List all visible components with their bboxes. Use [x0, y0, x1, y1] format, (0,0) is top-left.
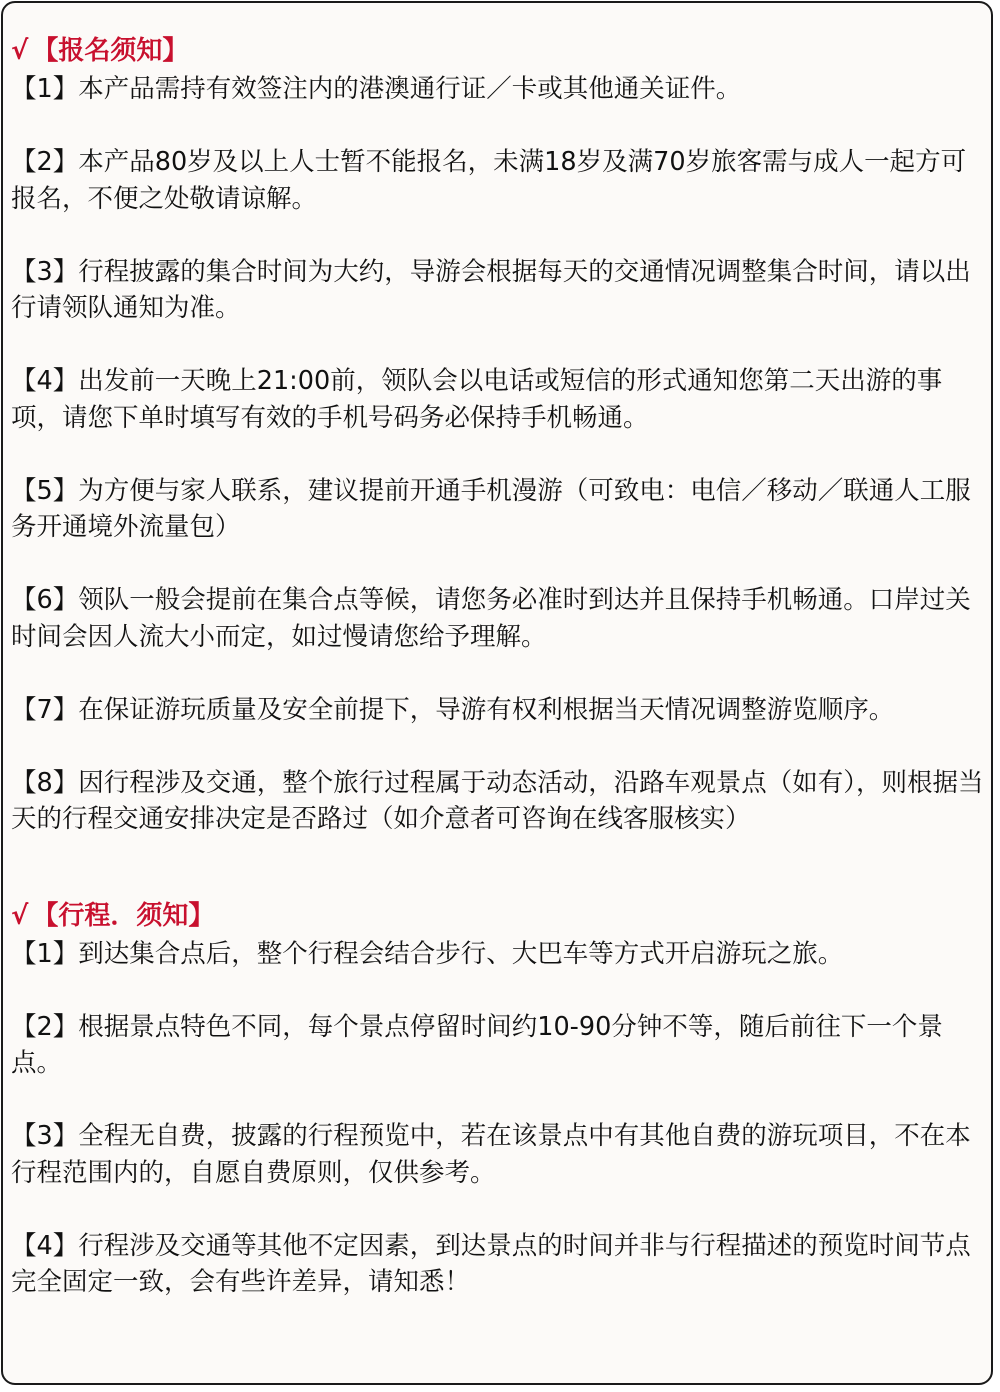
- section-title-text: 【行程．须知】: [32, 900, 215, 931]
- list-item: 【4】行程涉及交通等其他不定因素，到达景点的时间并非与行程描述的预览时间节点完全固定一致，会有些许差异，请知悉！: [11, 1230, 971, 1297]
- list-item: 【6】领队一般会提前在集合点等候，请您务必准时到达并且保持手机畅通。口岸过关时间会因人流大小而定，如过慢请您给予理解。: [11, 585, 971, 652]
- list-item: 【4】出发前一天晚上21:00前，领队会以电话或短信的形式通知您第二天出游的事项，请您下单时填写有效的手机号码务必保持手机畅通。: [11, 366, 943, 433]
- checkmark-icon: √: [11, 36, 29, 66]
- list-item: 【1】到达集合点后，整个行程会结合步行、大巴车等方式开启游玩之旅。: [11, 938, 844, 969]
- list-item: 【2】根据景点特色不同，每个景点停留时间约10-90分钟不等，随后前往下一个景点。: [11, 1011, 943, 1078]
- list-item: 【1】本产品需持有效签注内的港澳通行证／卡或其他通关证件。: [11, 74, 742, 104]
- list-item: 【8】因行程涉及交通，整个旅行过程属于动态活动，沿路车观景点（如有），则根据当天的行程交通安排决定是否路过（如介意者可咨询在线客服核实）: [11, 767, 984, 834]
- section-title-registration: [11, 31, 989, 71]
- checkmark-icon: √: [11, 900, 29, 931]
- list-item: 【7】在保证游玩质量及安全前提下，导游有权利根据当天情况调整游览顺序。: [11, 694, 895, 725]
- list-item: 【3】行程披露的集合时间为大约，导游会根据每天的交通情况调整集合时间，请以出行请领队通知为准。: [11, 256, 971, 323]
- list-item: 【5】为方便与家人联系，建议提前开通手机漫游（可致电：电信／移动／联通人工服务开通境外流量包）: [11, 475, 971, 542]
- section-divider: [11, 838, 989, 896]
- list-item: 【2】本产品80岁及以上人士暂不能报名，未满18岁及满70岁旅客需与成人一起方可报名，不便之处敬请谅解。: [11, 147, 967, 214]
- section-title-itinerary: [11, 896, 989, 936]
- list-item: 【3】全程无自费，披露的行程预览中，若在该景点中有其他自费的游玩项目，不在本行程范围内的，自愿自费原则，仅供参考。: [11, 1121, 971, 1188]
- notice-content: [11, 31, 989, 1301]
- section-title-text: 【报名须知】: [32, 36, 189, 66]
- notice-card: [1, 1, 993, 1385]
